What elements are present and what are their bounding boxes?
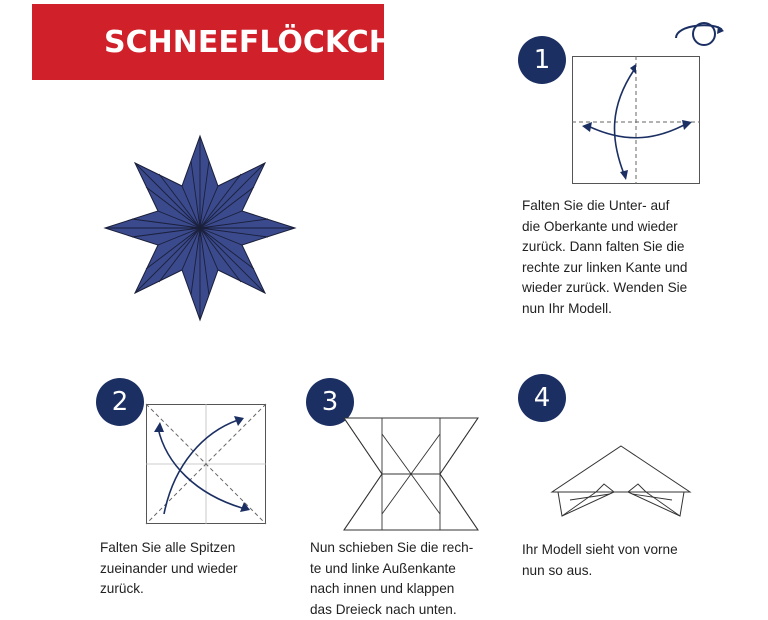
step-4-number: 4 <box>533 383 551 413</box>
step-2-diagram <box>146 404 266 524</box>
step-2-badge <box>96 378 144 426</box>
step-1-diagram <box>572 56 700 184</box>
snowflake-star-icon <box>100 132 300 324</box>
step-4-badge <box>518 374 566 422</box>
turn-over-icon <box>672 18 732 54</box>
step-4-text: Ihr Modell sieht von vorne nun so aus. <box>522 542 678 578</box>
step-1-badge <box>518 36 566 84</box>
step-4-diagram <box>550 444 692 518</box>
step-3-diagram <box>344 418 478 530</box>
step-1-text: Falten Sie die Unter- auf die Oberkante und wieder zurück. Dann falten Sie die rechte zur linken Kante und wieder zurück. Wenden Sie nun Ihr Modell. <box>522 198 688 316</box>
title-banner <box>32 4 440 80</box>
page-title: SCHNEEFLÖCKCHEN <box>104 24 440 60</box>
step-2-number: 2 <box>111 387 129 417</box>
step-3-number: 3 <box>321 387 339 417</box>
step-3-text: Nun schieben Sie die rech- te und linke Außenkante nach innen und klappen das Dreieck nach unten. <box>310 540 474 617</box>
step-2-text: Falten Sie alle Spitzen zueinander und wieder zurück. <box>100 540 238 596</box>
step-1-number: 1 <box>533 45 551 75</box>
